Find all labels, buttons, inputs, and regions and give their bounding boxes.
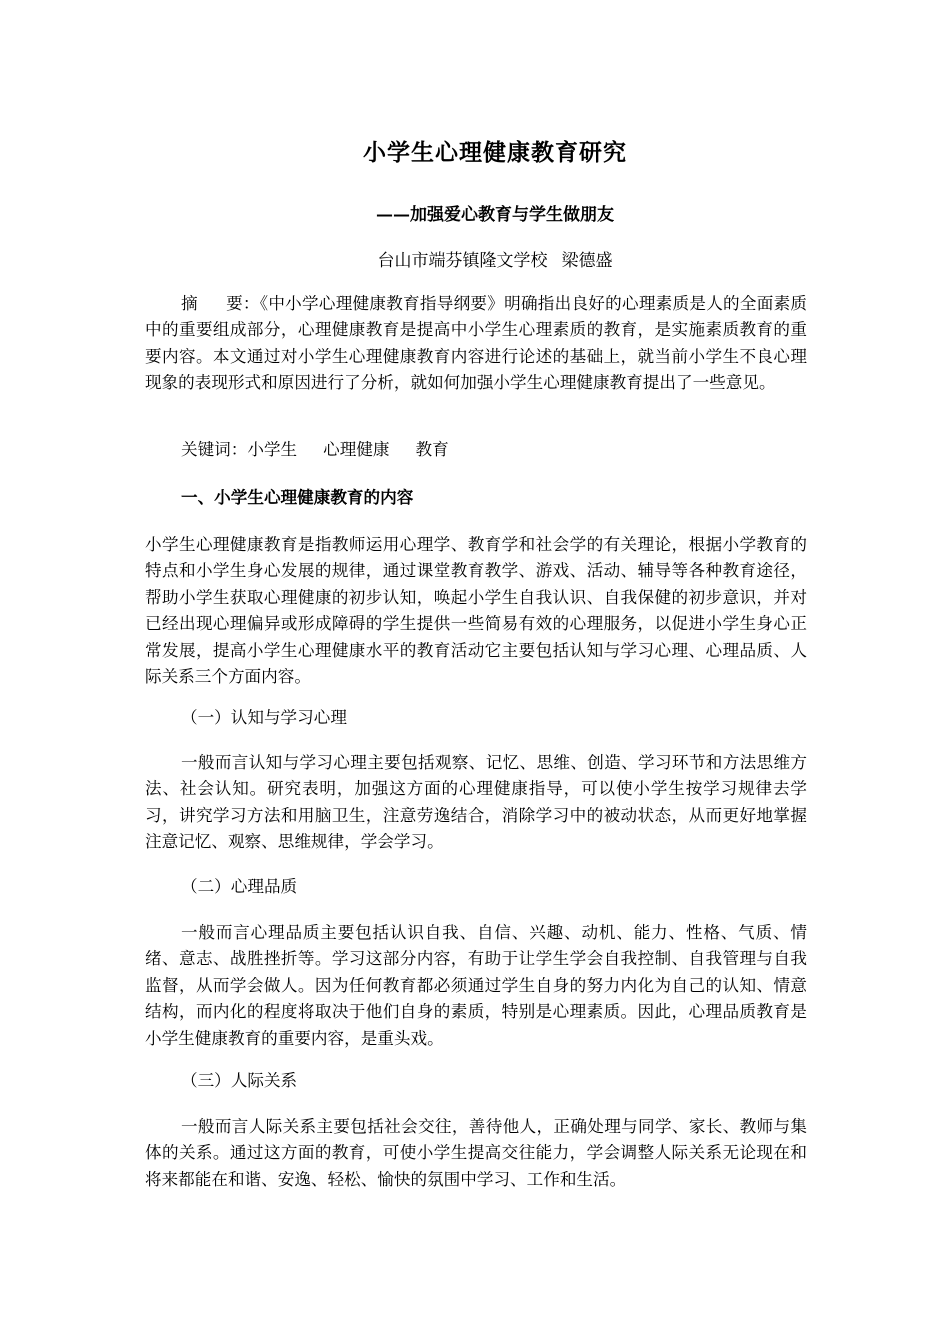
keyword-1: 小学生 bbox=[247, 440, 298, 459]
author-name: 梁德盛 bbox=[561, 251, 613, 271]
section1-heading: 一、小学生心理健康教育的内容 bbox=[181, 487, 414, 507]
section1-paragraph: 小学生心理健康教育是指教师运用心理学、教育学和社会学的有关理论，根据小学教育的特点和小学生身心发展的规律，通过课堂教育教学、游戏、活动、辅导等各种教育途径，帮助小学生获取心理健康的初步认知，唤起小学生自我认识、自我保健的初步意识，并对已经出现心理偏异或形成障碍的学生提供一些简易有效的心理服务，以促进小学生身心正常发展，提高小学生心理健康水平的教育活动它主要包括认知与学习心理、心理品质、人际关系三个方面内容。 bbox=[145, 535, 807, 687]
sub1-heading: （一）认知与学习心理 bbox=[181, 708, 347, 727]
abstract-paragraph bbox=[145, 291, 807, 397]
keyword-3: 教育 bbox=[415, 440, 449, 459]
keywords-line bbox=[145, 437, 807, 463]
author-line bbox=[145, 246, 845, 271]
sub3-paragraph: 一般而言人际关系主要包括社会交往，善待他人，正确处理与同学、家长、教师与集体的关系。通过这方面的教育，可使小学生提高交往能力，学会调整人际关系无论现在和将来都能在和谐、安逸、轻松、愉快的氛围中学习、工作和生活。 bbox=[145, 1117, 807, 1189]
author-school: 台山市端芬镇隆文学校 bbox=[377, 251, 548, 271]
abstract-label-2: 要： bbox=[225, 294, 260, 313]
abstract-label-1: 摘 bbox=[181, 294, 198, 313]
keywords-label: 关键词： bbox=[181, 440, 248, 459]
document-title: 小学生心理健康教育研究 bbox=[363, 139, 627, 166]
sub1-paragraph: 一般而言认知与学习心理主要包括观察、记忆、思维、创造、学习环节和方法思维方法、社会认知。研究表明，加强这方面的心理健康指导，可以使小学生按学习规律去学习，讲究学习方法和用脑卫生，注意劳逸结合，消除学习中的被动状态，从而更好地掌握注意记忆、观察、思维规律，学会学习。 bbox=[145, 753, 807, 852]
abstract-text: 《中小学心理健康教育指导纲要》明确指出良好的心理素质是人的全面素质中的重要组成部分，心理健康教育是提高中小学生心理素质的教育，是实施素质教育的重要内容。本文通过对小学生心理健康教育内容进行论述的基础上，就当前小学生不良心理现象的表现形式和原因进行了分析，就如何加强小学生心理健康教育提出了一些意见。 bbox=[145, 294, 808, 393]
keyword-2: 心理健康 bbox=[323, 440, 390, 459]
sub2-heading: （二）心理品质 bbox=[181, 877, 298, 896]
sub3-heading: （三）人际关系 bbox=[181, 1071, 298, 1090]
document-subtitle: ——加强爱心教育与学生做朋友 bbox=[376, 205, 614, 225]
sub2-paragraph: 一般而言心理品质主要包括认识自我、自信、兴趣、动机、能力、性格、气质、情绪、意志、战胜挫折等。学习这部分内容，有助于让学生学会自我控制、自我管理与自我监督，从而学会做人。因为任何教育都必须通过学生自身的努力内化为自己的认知、情意结构，而内化的程度将取决于他们自身的素质，特别是心理素质。因此，心理品质教育是小学生健康教育的重要内容，是重头戏。 bbox=[145, 923, 807, 1048]
